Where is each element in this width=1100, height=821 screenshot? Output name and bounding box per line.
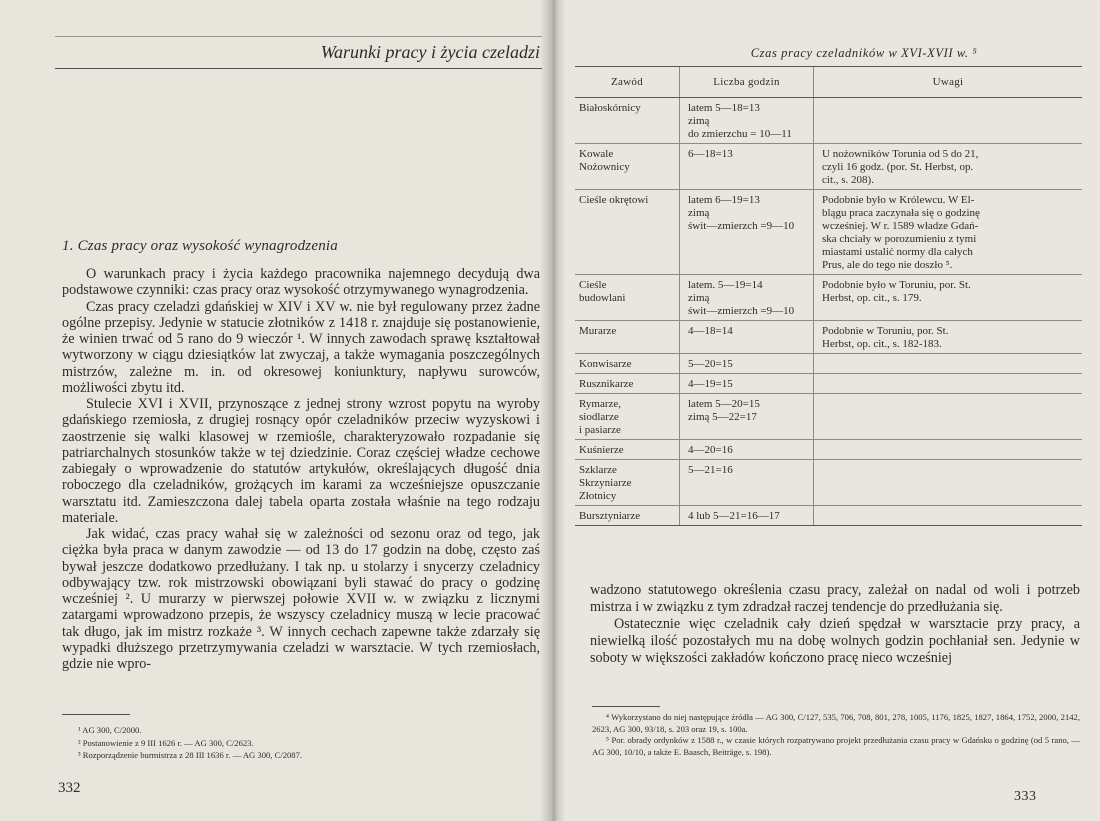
cell-line: Białoskórnicy [579,102,641,114]
table-cell-godziny [680,275,814,321]
table-header-row [575,67,1082,98]
cell-line: wcześniej. W r. 1589 władze Gdań- [822,220,979,232]
cell-content [575,394,679,439]
cell-line: czyli 16 godz. (por. St. Herbst, op. [822,161,974,173]
table-cell-godziny [680,394,814,440]
footnote: ⁵ Por. obrady ordynków z 1588 r., w czasie których rozpatrywano projekt przedłużania czasu pracy w Gdańsku o godzinę (od 5 rano, — AG 300, 10/10, a także E. Baasch, Beiträge, s. 198). [592,735,1080,757]
footnote: ¹ AG 300, C/2000. [78,725,142,735]
cell-line: blągu praca zaczynała się o godzinę [822,207,980,219]
cell-content [575,321,679,340]
running-head-right: Czas pracy czeladników w XVI-XVII w. ⁵ [750,46,978,60]
table-row [575,190,1082,275]
cell-line: Cieśle [579,279,607,291]
cell-line: latem 5—18=13 [688,102,760,114]
cell-content [680,144,813,163]
cell-line: zimą [688,292,710,304]
footnote: ³ Rozporządzenie burmistrza z 28 III 1636 r. — AG 300, C/2087. [78,750,303,760]
cell-line: do zmierzchu = 10—11 [688,128,792,140]
cell-line: ska chciały w porozumieniu z tymi [822,233,977,245]
cell-line: Bursztyniarze [579,510,641,522]
cell-line: 4 lub 5—21=16—17 [688,510,780,522]
cell-content [575,440,679,459]
cell-content [680,506,813,525]
column-header: Zawód [575,67,680,98]
cell-line: latem 5—20=15 [688,398,760,410]
table-cell-uwagi [814,374,1083,394]
paragraph: wadzono statutowego określenia czasu pracy, zależał on nadal od woli i potrzeb mistrza i w związku z tym zdradzał raczej tendencje do przedłużania się. [590,582,1080,615]
table-cell-zawod [575,374,680,394]
body-text-left [62,266,540,672]
cell-content [680,460,813,479]
cell-line: 5—20=15 [688,358,733,370]
running-head-left: Warunki pracy i życia czeladzi [320,42,540,62]
cell-content [680,394,813,426]
table-cell-uwagi [814,460,1083,506]
table-cell-uwagi [814,144,1083,190]
cell-line: Murarze [579,325,617,337]
cell-content [575,354,679,373]
footnote: ⁴ Wykorzystano do niej następujące źródła — AG 300, C/127, 535, 706, 708, 801, 278, 1005, 1176, 1825, 1827, 1864, 1752, 2000, 2142, 2623, AG 300, 93/18, s. 203 oraz 19, s. 100a. [592,712,1080,734]
table-row [575,460,1082,506]
cell-content [680,190,813,235]
table-cell-godziny [680,144,814,190]
cell-line: Konwisarze [579,358,632,370]
paragraph: Jak widać, czas pracy wahał się w zależności od sezonu oraz od tego, jak ciężka była praca w danym zawodzie — od 13 do 17 godzin na dobę, często zaś bywał jeszcze dodatkowo przedłużany. I tak np. u stolarzy i snycerzy czeladnicy odbywający tzw. rok mistrzowski obowiązani byli stawać do pracy o godzinę wcześniej ². U murarzy w pierwszej połowie XVII w. w związku z licznymi zatargami wprowadzono przepis, że wszyscy czeladnicy muszą w lecie pracować tak długo, jak im mistrz rozkaże ³. W innych cechach zapewne także zdarzały się wypadki dłuższego przetrzymywania czeladzi w warsztacie. W tych rzemiosłach, gdzie nie wpro- [62,526,540,672]
cell-line: Rymarze, [579,398,622,410]
cell-content [575,460,679,505]
cell-content [680,321,813,340]
footnotes-left [78,724,528,762]
paragraph: Stulecie XVI i XVII, przynoszące z jednej strony wzrost popytu na wyroby gdańskiego rzemiosła, z drugiej rosnący opór czeladników przeciw wyzyskowi i zaostrzenie się walki klasowej w rzemiośle, charakteryzowało rozpadanie się patriarchalnych stosunków także w tej dziedzinie. Coraz częściej władze cechowe zabiegały o wprowadzenie do statutów artykułów, określających długość dnia roboczego dla czeladników, grożących im karami za wcześniejsze opuszczanie warsztatu itd. Zamieszczona dalej tabela oparta została właśnie na tego rodzaju materiale. [62,396,540,526]
cell-content [814,98,1082,104]
table-row [575,98,1082,144]
table-cell-zawod [575,144,680,190]
table-row [575,440,1082,460]
table-cell-zawod [575,321,680,354]
column-header: Uwagi [814,67,1083,98]
header-rule-top [55,36,542,37]
cell-line: 6—18=13 [688,148,733,160]
cell-content [680,374,813,393]
table-row [575,354,1082,374]
footnote-rule [62,714,130,715]
table-cell-uwagi [814,190,1083,275]
cell-line: miastami ustalić normy dla całych [822,246,973,258]
paragraph: Ostatecznie więc czeladnik cały dzień spędzał w warsztacie przy pracy, a niewielką ilość pozostałych mu na dobę wolnych godzin pochłaniał sen. Jedynie w soboty w większości zakładów kończono pracę nieco wcześniej [590,616,1080,666]
header-rule [55,68,542,69]
cell-content [680,98,813,143]
cell-line: Szklarze [579,464,617,476]
cell-content [814,144,1082,189]
cell-content [680,275,813,320]
table-cell-zawod [575,440,680,460]
table-cell-godziny [680,460,814,506]
cell-line: Rusznikarze [579,378,634,390]
cell-content [680,354,813,373]
body-text-right [590,582,1080,667]
table-cell-zawod [575,190,680,275]
table-cell-godziny [680,506,814,526]
cell-line: zimą [688,207,710,219]
cell-line: cit., s. 208). [822,174,874,186]
table-cell-zawod [575,506,680,526]
working-hours-table [575,66,1082,526]
cell-line: Kuśnierze [579,444,624,456]
cell-content [814,354,1082,360]
page-number: 333 [1014,789,1037,804]
paragraph: Czas pracy czeladzi gdańskiej w XIV i XV w. nie był regulowany przez żadne ogólne przepisy. Jedynie w statucie złotników z 1418 r. znajduje się postanowienie, że winien trwać od 5 rano do 9 wieczór ¹. W innych zawodach sprawę kształtował wytworzony w ciągu dziesiątków lat zwyczaj, a także wymagania poszczególnych mistrzów, zależne m. in. od okresowej koniunktury, napływu surowców, możliwości zbytu itd. [62,298,540,396]
cell-line: Kowale [579,148,614,160]
book-gutter-shadow [540,0,566,821]
cell-line: zimą 5—22=17 [688,411,757,423]
cell-line: 4—19=15 [688,378,733,390]
page-number: 332 [58,780,81,796]
table-row [575,321,1082,354]
table-cell-godziny [680,190,814,275]
table-cell-zawod [575,354,680,374]
cell-content [814,506,1082,512]
column-header: Liczba godzin [680,67,814,98]
cell-content [680,440,813,459]
cell-line: 4—20=16 [688,444,733,456]
cell-line: Podobnie w Toruniu, por. St. [822,325,949,337]
table-cell-zawod [575,275,680,321]
table-body [575,98,1082,526]
footnote: ² Postanowienie z 9 III 1626 r. — AG 300, C/2623. [78,737,254,748]
cell-line: Herbst, op. cit., s. 179. [822,292,922,304]
footnote-rule [592,706,660,707]
cell-line: Prus, ale do tego nie doszło ⁵. [822,259,953,271]
cell-content [814,440,1082,446]
table-cell-zawod [575,460,680,506]
table-cell-uwagi [814,98,1083,144]
cell-line: 4—18=14 [688,325,733,337]
table-row [575,506,1082,526]
cell-line: Podobnie było w Królewcu. W El- [822,194,975,206]
table-cell-uwagi [814,275,1083,321]
table-cell-zawod [575,394,680,440]
cell-line: świt—zmierzch =9—10 [688,305,795,317]
table-cell-godziny [680,98,814,144]
table-cell-uwagi [814,506,1083,526]
cell-content [814,394,1082,400]
table-row [575,374,1082,394]
cell-line: i pasiarze [579,424,621,436]
cell-content [814,460,1082,466]
cell-line: Złotnicy [579,490,617,502]
paragraph: O warunkach pracy i życia każdego pracownika najemnego decydują dwa podstawowe czynniki: czas pracy oraz wysokość otrzymywanego wynagrodzenia. [62,266,540,299]
table-row [575,394,1082,440]
section-title: 1. Czas pracy oraz wysokość wynagrodzenia [62,238,338,254]
cell-line: Herbst, op. cit., s. 182-183. [822,338,942,350]
cell-line: zimą [688,115,710,127]
cell-line: latem. 5—19=14 [688,279,763,291]
right-page [552,0,1100,821]
table-row [575,275,1082,321]
cell-line: latem 6—19=13 [688,194,760,206]
cell-line: Nożownicy [579,161,630,173]
cell-line: Podobnie było w Toruniu, por. St. [822,279,971,291]
table-cell-uwagi [814,321,1083,354]
cell-line: świt—zmierzch =9—10 [688,220,795,232]
table-cell-zawod [575,98,680,144]
cell-line: Cieśle okrętowi [579,194,649,206]
cell-content [575,98,679,117]
table-cell-uwagi [814,394,1083,440]
table-cell-godziny [680,374,814,394]
cell-line: Skrzyniarze [579,477,632,489]
table-cell-godziny [680,440,814,460]
footnotes-right [592,712,1080,758]
cell-line: budowlani [579,292,626,304]
cell-line: siodlarze [579,411,619,423]
table-cell-uwagi [814,440,1083,460]
cell-content [814,321,1082,353]
table-row [575,144,1082,190]
table-cell-uwagi [814,354,1083,374]
cell-content [814,190,1082,274]
cell-content [814,374,1082,380]
cell-content [575,144,679,176]
cell-content [575,190,679,209]
cell-content [575,506,679,525]
table-cell-godziny [680,321,814,354]
table-cell-godziny [680,354,814,374]
cell-content [575,275,679,307]
cell-content [575,374,679,393]
cell-line: U nożowników Torunia od 5 do 21, [822,148,979,160]
cell-line: 5—21=16 [688,464,733,476]
cell-content [814,275,1082,307]
